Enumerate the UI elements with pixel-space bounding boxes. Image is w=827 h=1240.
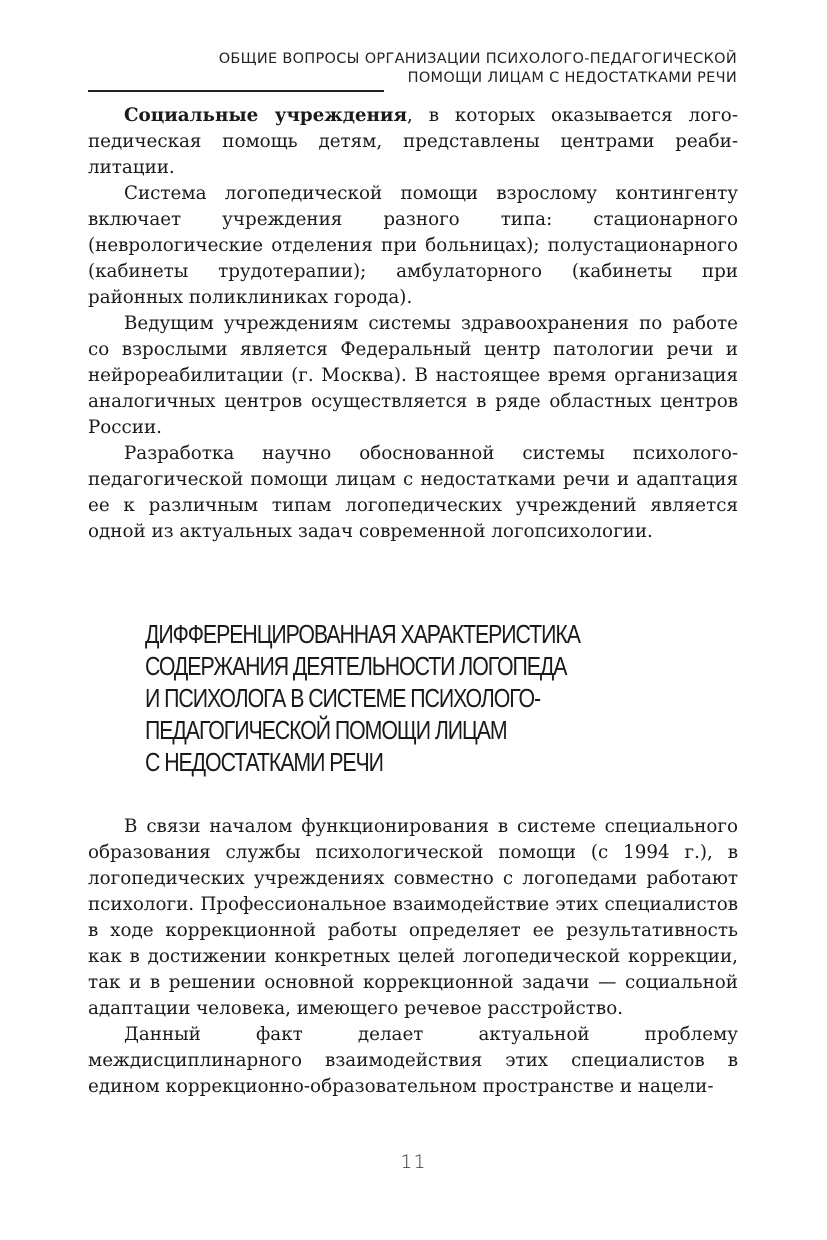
header-rule [88,90,384,92]
section-heading-line-5: С НЕДОСТАТКАМИ РЕЧИ [145,747,383,777]
body-text-bottom [88,814,738,1100]
running-head [88,50,737,88]
section-heading [145,618,604,778]
section-heading-line-2: СОДЕРЖАНИЯ ДЕЯТЕЛЬНОСТИ ЛОГОПЕДА [145,651,567,681]
paragraph-psych-service: В связи началом функционирования в системе специального образования службы психологической помощи (с 1994 г.), в логопедических учреждениях совместно с логопедами работают психологи. Профессиональное взаимодействие этих специалистов в ходе коррекционной работы определяет ее результативность как в достижении конкретных целей логопедической коррекции, так и в решении основной коррекционной задачи — социальной адаптации человека, имеющего речевое расстройство. [88,816,738,1019]
paragraph-adult-system: Система логопедической помощи взрослому контингенту включает учреждения разного типа: стационарного (неврологические отделения при больницах); полустационарного (кабинеты трудотерапии); амбулаторного (кабинеты при районных поликлиниках города). [88,183,738,308]
section-heading-line-1: ДИФФЕРЕНЦИРОВАННАЯ ХАРАКТЕРИСТИКА [145,619,580,649]
paragraph-interdisciplinary: Данный факт делает актуальной проблему междисциплинарного взаимодействия этих специалистов в едином коррекционно-образовательном пространстве и нацели- [88,1024,738,1097]
running-head-line-2: ПОМОЩИ ЛИЦАМ С НЕДОСТАТКАМИ РЕЧИ [407,70,737,86]
page-number: 11 [400,1151,427,1173]
paragraph-federal-center: Ведущим учреждениям системы здравоохранения по работе со взрослыми является Федеральный центр патологии речи и нейрореабилитации (г. Москва). В настоящее время организация аналогичных центров осуществляется в ряде областных центров России. [88,313,738,438]
paragraph-development: Разработка научно обоснованной системы психолого-педагогической помощи лицам с недостатками речи и адаптация ее к различным типам логопедических учреждений является одной из актуальных задач современной логопсихологии. [88,443,738,542]
section-heading-line-3: И ПСИХОЛОГА В СИСТЕМЕ ПСИХОЛОГО- [145,683,541,713]
paragraph-lead-rest: , в которых оказывается логопедическая помощь детям, представлены центрами реабилитации. [88,105,738,178]
section-heading-line-4: ПЕДАГОГИЧЕСКОЙ ПОМОЩИ ЛИЦАМ [145,715,507,745]
body-text-top [88,103,738,545]
running-head-line-1: ОБЩИЕ ВОПРОСЫ ОРГАНИЗАЦИИ ПСИХОЛОГО-ПЕДАГОГИЧЕСКОЙ [218,51,737,67]
paragraph-lead-term: Социальные учреждения [124,105,407,126]
paragraph-social-institutions [88,103,738,181]
